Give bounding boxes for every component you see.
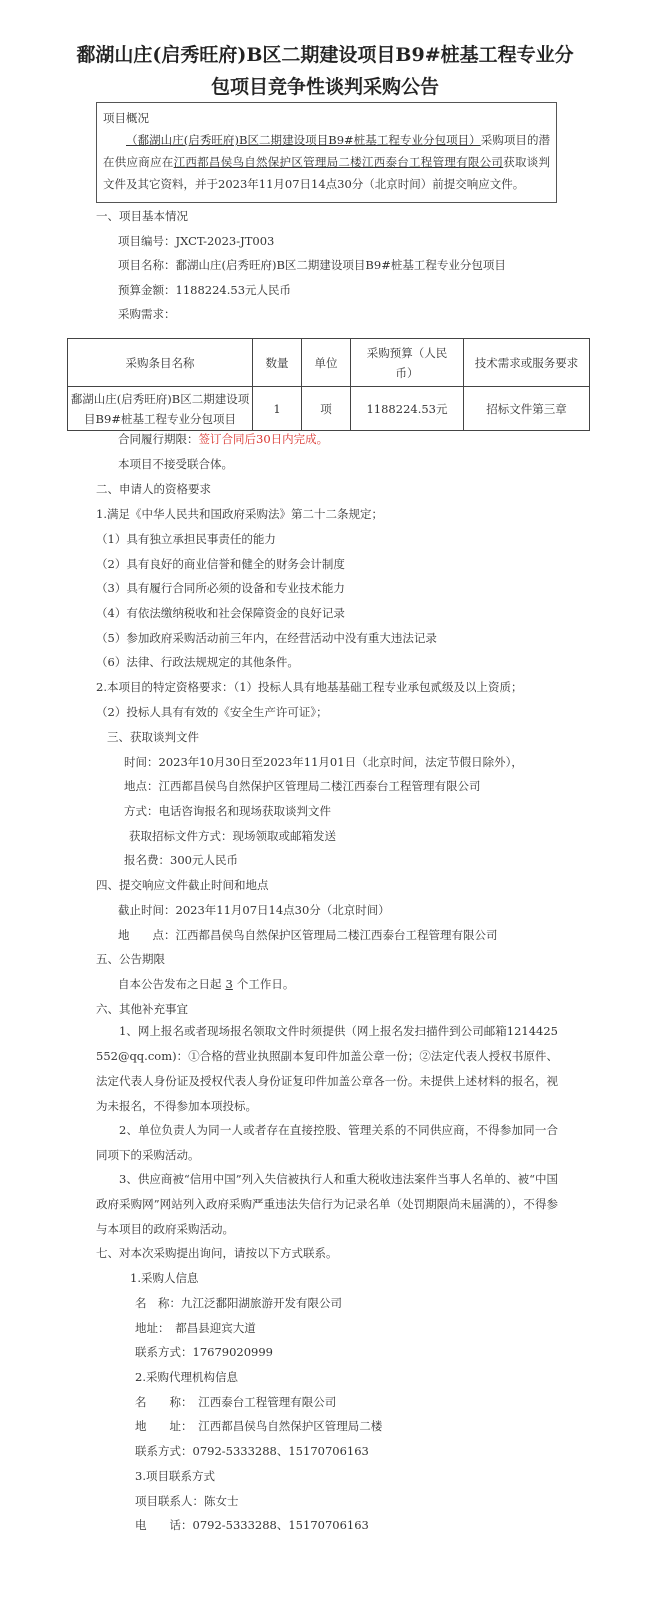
- buyer-phone: 联系方式：17679020999: [135, 1345, 273, 1359]
- project-name: 项目名称：鄱湖山庄(启秀旺府)B区二期建设项目B9#桩基工程专业分包项目: [118, 258, 506, 272]
- section7-heading: 七、对本次采购提出询问，请按以下方式联系。: [96, 1246, 338, 1260]
- requirement-label: 采购需求：: [118, 307, 176, 321]
- qualification-item1: 1.满足《中华人民共和国政府采购法》第二十二条规定；: [96, 507, 383, 521]
- qualification-sub: （1）具有独立承担民事责任的能力: [96, 532, 276, 546]
- buyer-name: 名 称：九江泛鄱阳湖旅游开发有限公司: [135, 1296, 342, 1310]
- supplement-p1: 1、网上报名或者现场报名领取文件时须提供（网上报名发扫描件到公司邮箱1214425552@qq.com)：①合格的营业执照副本复印件加盖公章一份；②法定代表人授权书原件、法定代表人身份证及授权代表人身份证复印件加盖公章各一份。未提供上述材料的报名，视为未报名，不得参加本项投标。: [96, 1024, 558, 1113]
- table-cell: 1188224.53元: [351, 387, 464, 431]
- table-header-cell: 技术需求或服务要求: [464, 339, 590, 387]
- obtain-place: 地点：江西都昌侯鸟自然保护区管理局二楼江西泰台工程管理有限公司: [124, 779, 481, 793]
- overview-project-name: （鄱湖山庄(启秀旺府)B区二期建设项目B9#桩基工程专业分包项目）: [126, 133, 481, 147]
- section3-heading: 三、获取谈判文件: [107, 730, 199, 744]
- table-header-row: [68, 339, 590, 387]
- overview-text1: 采购项目的潜在供应商应在: [103, 133, 551, 169]
- buyer-address: 地址： 都昌县迎宾大道: [135, 1321, 256, 1335]
- section5-heading: 五、公告期限: [96, 952, 165, 966]
- page-title-line1: 鄱湖山庄(启秀旺府)B区二期建设项目B9#桩基工程专业分: [76, 44, 574, 66]
- table-header-cell: 单位: [302, 339, 351, 387]
- qualification-item2b: （2）投标人具有有效的《安全生产许可证》；: [96, 705, 328, 719]
- submit-deadline: 截止时间：2023年11月07日14点30分（北京时间）: [118, 903, 390, 917]
- period-text-after: 个工作日。: [236, 977, 295, 991]
- contract-term-value: 签订合同后30日内完成。: [198, 432, 329, 446]
- contract-term-label: 合同履行期限：: [118, 432, 199, 446]
- supplement-p3: 3、供应商被“信用中国”列入失信被执行人和重大税收违法案件当事人名单的、被“中国政府采购网”网站列入政府采购严重违法失信行为记录名单（处罚期限尚未届满的），不得参与本项目的政府采购活动。: [96, 1172, 558, 1236]
- section6-heading: 六、其他补充事宜: [96, 1002, 188, 1016]
- budget: 预算金额：1188224.53元人民币: [118, 283, 292, 297]
- agent-name: 名 称： 江西泰台工程管理有限公司: [135, 1395, 337, 1409]
- qualification-sub: （6）法律、行政法规规定的其他条件。: [96, 655, 299, 669]
- project-no: 项目编号：JXCT-2023-JT003: [118, 234, 275, 248]
- announcement-period: [118, 977, 294, 991]
- table-cell: 鄱湖山庄(启秀旺府)B区二期建设项目B9#桩基工程专业分包项目: [68, 387, 253, 431]
- consortium-note: 本项目不接受联合体。: [118, 457, 233, 471]
- table-header-cell: 采购条目名称: [68, 339, 253, 387]
- table-cell: 1: [253, 387, 302, 431]
- table-cell: 项: [302, 387, 351, 431]
- table-header-cell: 采购预算（人民币）: [351, 339, 464, 387]
- obtain-file-method: 获取招标文件方式：现场领取或邮箱发送: [129, 829, 336, 843]
- agent-phone: 联系方式：0792-5333288、15170706163: [135, 1444, 369, 1458]
- contact-person: 项目联系人：陈女士: [135, 1494, 239, 1508]
- registration-fee: 报名费：300元人民币: [124, 853, 238, 867]
- agent-heading: 2.采购代理机构信息: [135, 1370, 238, 1384]
- qualification-item2: 2.本项目的特定资格要求：（1）投标人具有地基基础工程专业承包贰级及以上资质；: [96, 680, 523, 694]
- submit-place: 地 点：江西都昌侯鸟自然保护区管理局二楼江西泰台工程管理有限公司: [118, 928, 498, 942]
- qualification-sub: （4）有依法缴纳税收和社会保障资金的良好记录: [96, 606, 345, 620]
- overview-box: [96, 102, 557, 203]
- qualification-sub: （2）具有良好的商业信誉和健全的财务会计制度: [96, 557, 345, 571]
- qualification-sub: （5）参加政府采购活动前三年内，在经营活动中没有重大违法记录: [96, 631, 437, 645]
- table-row: [68, 387, 590, 431]
- section4-heading: 四、提交响应文件截止时间和地点: [96, 878, 269, 892]
- table-cell: 招标文件第三章: [464, 387, 590, 431]
- table-header-cell: 数量: [253, 339, 302, 387]
- period-days: 3: [225, 977, 233, 991]
- buyer-heading: 1.采购人信息: [130, 1271, 199, 1285]
- procurement-table: [67, 338, 590, 431]
- obtain-time: 时间：2023年10月30日至2023年11月01日（北京时间，法定节假日除外），: [124, 755, 523, 769]
- contact-phone: 电 话：0792-5333288、15170706163: [135, 1518, 369, 1532]
- agent-address: 地 址： 江西都昌侯鸟自然保护区管理局二楼: [135, 1419, 383, 1433]
- contract-term: [118, 432, 328, 446]
- overview-location: 江西都昌侯鸟自然保护区管理局二楼江西泰台工程管理有限公司: [173, 155, 504, 169]
- obtain-method: 方式：电话咨询报名和现场获取谈判文件: [124, 804, 331, 818]
- section2-heading: 二、申请人的资格要求: [96, 482, 211, 496]
- section1-heading: 一、项目基本情况: [96, 209, 188, 223]
- period-text-before: 自本公告发布之日起: [118, 977, 222, 991]
- page-title-line2: 包项目竞争性谈判采购公告: [210, 76, 439, 98]
- supplement-p2: 2、单位负责人为同一人或者存在直接控股、管理关系的不同供应商，不得参加同一合同项下的采购活动。: [96, 1123, 558, 1162]
- overview-text2: 获取谈判文件及其它资料，并于2023年11月07日14点30分（北京时间）前提交响应文件。: [103, 155, 551, 191]
- overview-text: [103, 129, 550, 195]
- contact-heading: 3.项目联系方式: [135, 1469, 215, 1483]
- qualification-sub: （3）具有履行合同所必须的设备和专业技术能力: [96, 581, 345, 595]
- overview-heading: 项目概况: [103, 111, 149, 125]
